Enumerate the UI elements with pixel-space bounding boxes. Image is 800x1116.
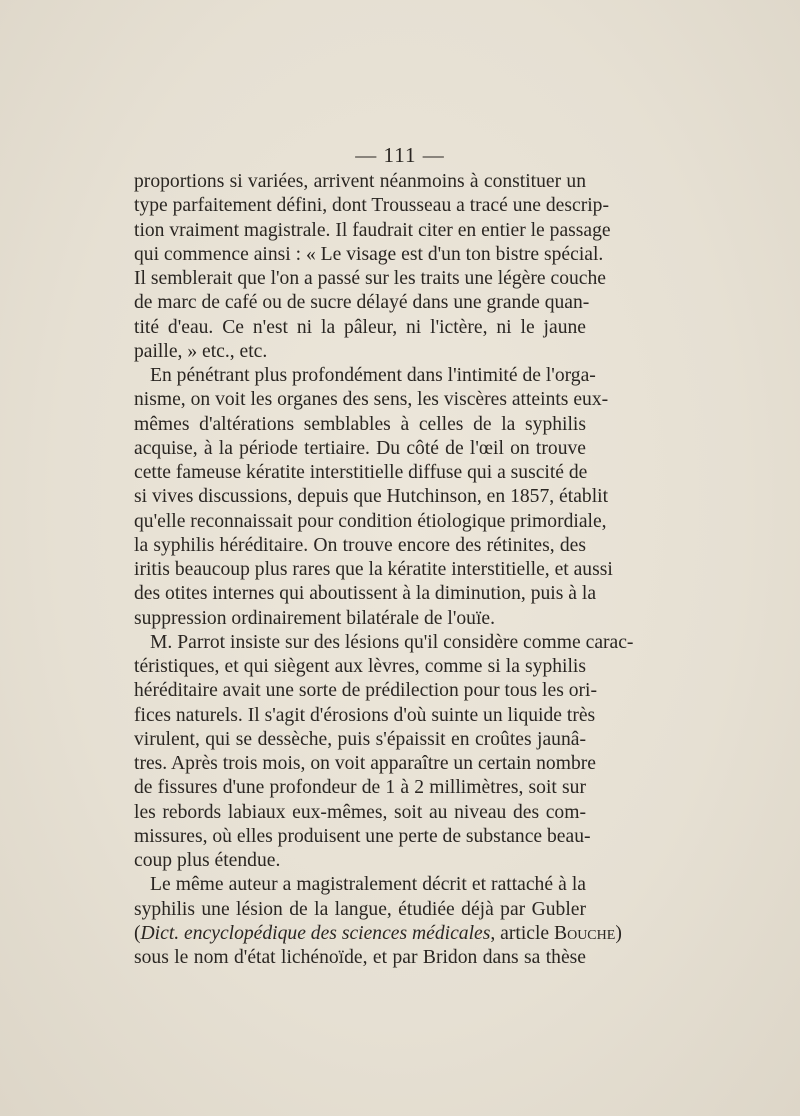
text-line: En pénétrant plus profondément dans l'intimité de l'orga- [150,365,596,386]
smallcaps-run: Bouche [554,922,616,944]
text-line: qui commence ainsi : « Le visage est d'un ton bistre spécial. [134,243,604,265]
text-line: les rebords labiaux eux-mêmes, soit au niveau des com- [134,801,586,823]
text-line: tres. Après trois mois, on voit apparaître un certain nombre [134,753,596,774]
text-line: de fissures d'une profondeur de 1 à 2 millimètres, soit sur [134,777,586,799]
text-line: cette fameuse kératite interstitielle diffuse qui a suscité de [134,462,588,483]
text-line: Le même auteur a magistralement décrit et rattaché à la [150,874,586,896]
text-line: qu'elle reconnaissait pour condition étiologique primordiale, [134,510,607,532]
text-line: syphilis une lésion de la langue, étudiée déjà par Gubler [134,898,586,920]
page-number: — 111 — [355,143,445,167]
text-line: si vives discussions, depuis que Hutchinson, en 1857, établit [134,486,609,508]
text-line: proportions si variées, arrivent néanmoins à constituer un [134,171,586,192]
text-line: tion vraiment magistrale. Il faudrait citer en entier le passage [134,219,611,241]
text-run: , article [490,922,555,944]
body-text [134,170,634,970]
text-line: téristiques, et qui siègent aux lèvres, comme si la syphilis [134,656,586,677]
text-line: coup plus étendue. [134,850,281,871]
text-line: des otites internes qui aboutissent à la diminution, puis à la [134,583,597,605]
text-line: nisme, on voit les organes des sens, les viscères atteints eux- [134,389,609,411]
text-line: virulent, qui se dessèche, puis s'épaissit en croûtes jaunâ- [134,728,586,750]
text-line [134,922,622,946]
text-line: acquise, à la période tertiaire. Du côté de l'œil on trouve [134,437,586,459]
text-line: tité d'eau. Ce n'est ni la pâleur, ni l'ictère, ni le jaune [134,316,586,338]
text-line: fices naturels. Il s'agit d'érosions d'où suinte un liquide très [134,704,596,726]
text-line: Il semblerait que l'on a passé sur les traits une légère couche [134,268,606,289]
text-line: type parfaitement défini, dont Trousseau a tracé une descrip- [134,195,609,217]
text-line: iritis beaucoup plus rares que la kératite interstitielle, et aussi [134,559,613,580]
text-line: paille, » etc., etc. [134,340,268,362]
text-run: ) [615,922,622,944]
text-line: sous le nom d'état lichénoïde, et par Bridon dans sa thèse [134,947,586,968]
text-line: mêmes d'altérations semblables à celles de la syphilis [134,413,586,435]
text-run: ( [134,922,141,944]
italic-run: Dict. encyclopédique des sciences médicales [140,922,491,944]
text-line: M. Parrot insiste sur des lésions qu'il considère comme carac- [150,631,634,653]
text-line: de marc de café ou de sucre délayé dans une grande quan- [134,292,590,314]
text-line: héréditaire avait une sorte de prédilection pour tous les ori- [134,680,598,702]
text-line: missures, où elles produisent une perte de substance beau- [134,825,591,847]
text-line: suppression ordinairement bilatérale de l'ouïe. [134,607,496,629]
text-line: la syphilis héréditaire. On trouve encore des rétinites, des [134,534,586,556]
